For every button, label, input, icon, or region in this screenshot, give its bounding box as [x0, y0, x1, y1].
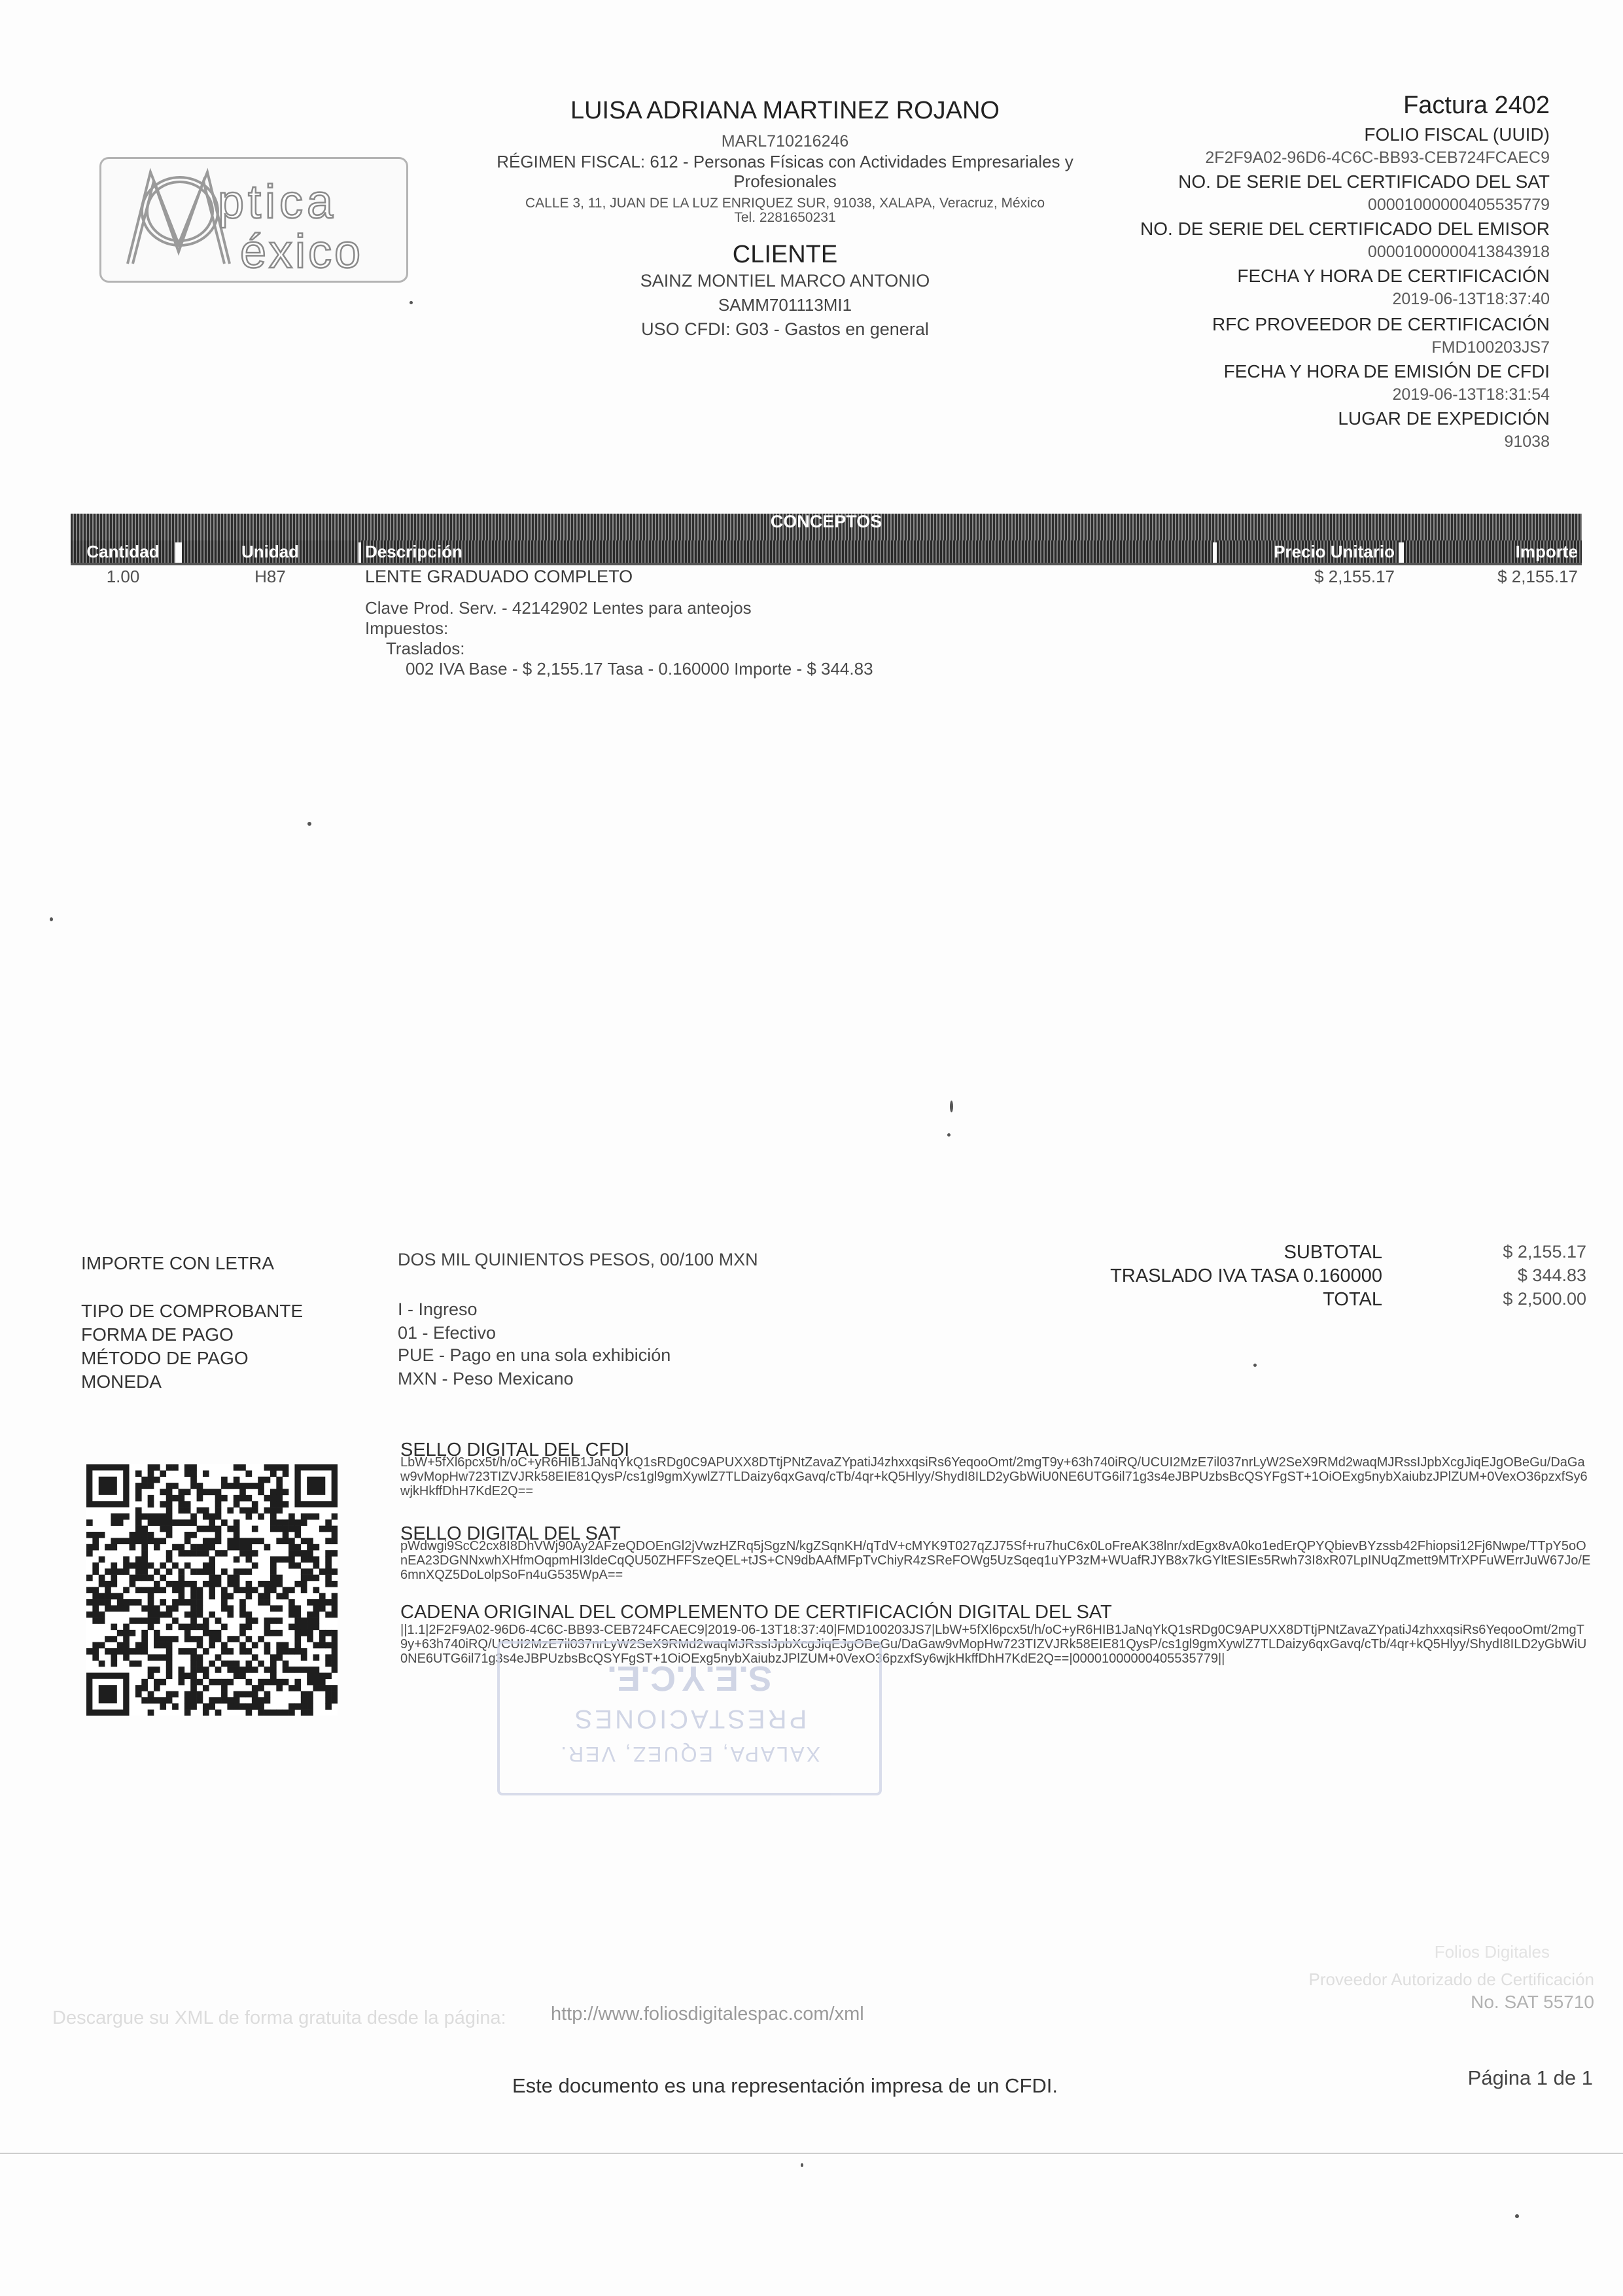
rubber-stamp — [497, 1641, 882, 1795]
cadena-original-value: ||1.1|2F2F9A02-96D6-4C6C-BB93-CEB724FCAEC9|2019-06-13T18:37:40|FMD100203JS7|LbW+5fXl6pcx5t/h/oC+yR6HIB1JaNqYkQ1sRDg0C9APUXX8DTtjPNtZavaZYpatiJ4zhxxqsiRs6YeqooOmt/2mgT9y+63h740iRQ/UCUI2MzE7il037nrLyW2SeX9RMd2waqMJRssIJpbXcgJiqEJgOBeGu/DaGaw9vMopHw723TIZVJRk58EIE81QysP/cs1gl9gmXywlZ7TLDaizy6qxGavq/cTb/4qr+kQ5Hlyy/ShydI8ILD2yGbWiU0NE6UTG6il71g3s4eJBPUzbsBcQSYFgST+1OiOExg5nybXaiubzJPlZUM+0VexO36pzxfSy6wjkHkffDhH7KdE2Q==|00001000000405535779|| — [400, 1623, 1587, 1666]
emisor-cert-label: NO. DE SERIE DEL CERTIFICADO DEL EMISOR — [1140, 219, 1550, 239]
company-logo — [99, 157, 408, 283]
emisor-cert-value: 00001000000413843918 — [1367, 243, 1550, 261]
scan-speck — [1253, 1364, 1257, 1367]
row-precio: $ 2,155.17 — [1314, 567, 1395, 586]
scan-speck — [410, 301, 413, 304]
row-clave: Clave Prod. Serv. - 42142902 Lentes para anteojos — [365, 598, 752, 618]
emission-label: FECHA Y HORA DE EMISIÓN DE CFDI — [1223, 361, 1550, 381]
qr-finder-pattern — [294, 1464, 338, 1508]
column-header-descripcion: Descripción — [361, 540, 1213, 563]
logo-mark — [101, 159, 406, 281]
column-header-cantidad: Cantidad — [71, 540, 175, 563]
pac-name: Folios Digitales — [1434, 1942, 1550, 1962]
column-header-importe: Importe — [1404, 540, 1582, 563]
scan-speck — [1515, 2214, 1519, 2218]
client-heading: CLIENTE — [732, 241, 838, 268]
forma-value: 01 - Efectivo — [398, 1323, 497, 1343]
scan-speck — [50, 917, 53, 921]
moneda-label: MONEDA — [81, 1371, 162, 1392]
logo-text-top: ptica — [218, 176, 338, 228]
column-header-unidad: Unidad — [182, 540, 358, 563]
moneda-value: MXN - Peso Mexicano — [398, 1369, 574, 1388]
metodo-value: PUE - Pago en una sola exhibición — [398, 1345, 671, 1365]
place-label: LUGAR DE EXPEDICIÓN — [1338, 408, 1550, 429]
iva-label: TRASLADO IVA TASA 0.160000 — [1110, 1265, 1382, 1286]
total-label: TOTAL — [1323, 1289, 1382, 1310]
row-iva: 002 IVA Base - $ 2,155.17 Tasa - 0.160000 Importe - $ 344.83 — [406, 659, 873, 679]
pac-sat-number: No. SAT 55710 — [1471, 1992, 1594, 2012]
download-link[interactable]: http://www.foliosdigitalespac.com/xml — [551, 2004, 864, 2024]
sello-cfdi-label: SELLO DIGITAL DEL CFDI — [400, 1439, 630, 1460]
header-divider — [71, 563, 1582, 565]
cert-date-value: 2019-06-13T18:37:40 — [1392, 290, 1550, 308]
row-importe: $ 2,155.17 — [1497, 567, 1578, 586]
logo-text-bottom: éxico — [240, 226, 364, 278]
invoice-title: Factura 2402 — [1403, 92, 1550, 119]
issuer-rfc: MARL710216246 — [721, 132, 849, 150]
sat-cert-value: 00001000000405535779 — [1367, 196, 1550, 214]
subtotal-value: $ 2,155.17 — [1503, 1242, 1586, 1262]
qr-code — [86, 1464, 338, 1716]
pac-role: Proveedor Autorizado de Certificación — [1308, 1969, 1594, 1989]
scan-speck — [801, 2163, 803, 2167]
amount-words-label: IMPORTE CON LETRA — [81, 1253, 275, 1273]
sello-sat-label: SELLO DIGITAL DEL SAT — [400, 1523, 621, 1544]
concepts-title: CONCEPTOS — [770, 512, 882, 531]
scan-speck — [950, 1101, 953, 1112]
uuid-label: FOLIO FISCAL (UUID) — [1364, 124, 1550, 145]
uuid-value: 2F2F9A02-96D6-4C6C-BB93-CEB724FCAEC9 — [1205, 149, 1550, 167]
row-cantidad: 1.00 — [106, 567, 140, 586]
subtotal-label: SUBTOTAL — [1283, 1242, 1382, 1263]
issuer-name: LUISA ADRIANA MARTINEZ ROJANO — [570, 97, 1000, 124]
cadena-original-label: CADENA ORIGINAL DEL COMPLEMENTO DE CERTIFICACIÓN DIGITAL DEL SAT — [400, 1602, 1112, 1623]
pac-rfc-label: RFC PROVEEDOR DE CERTIFICACIÓN — [1212, 314, 1550, 334]
amount-words-value: DOS MIL QUINIENTOS PESOS, 00/100 MXN — [398, 1250, 758, 1269]
pac-rfc-value: FMD100203JS7 — [1431, 338, 1550, 357]
cert-date-label: FECHA Y HORA DE CERTIFICACIÓN — [1237, 266, 1550, 286]
client-uso-cfdi: USO CFDI: G03 - Gastos en general — [641, 319, 929, 339]
page-number: Página 1 de 1 — [1467, 2066, 1593, 2089]
scan-speck — [307, 822, 311, 826]
sello-cfdi-value: LbW+5fXl6pcx5t/h/oC+yR6HIB1JaNqYkQ1sRDg0C9APUXX8DTtjPNtZavaZYpatiJ4zhxxqsiRs6YeqooOmt/2mgT9y+63h740iRQ/UCUI2MzE7il037nrLyW2SeX9RMd2waqMJRssIJpbXcgJiqEJgOBeGu/DaGaw9vMopHw723TIZVJRk58EIE81QysP/cs1gl9gmXywlZ7TLDaizy6qxGavq/cTb/4qr+kQ5Hlyy/ShydI8ILD2yGbWiU0NE6UTG6il71g3s4eJBPUzbsBcQSYFgST+1OiOExg5nybXaiubzJPlZUM+0VexO36pzxfSy6wjkHkffDhH7KdE2Q== — [400, 1455, 1588, 1498]
issuer-phone: Tel. 2281650231 — [734, 210, 836, 225]
page-bottom-rule — [0, 2153, 1623, 2154]
client-name: SAINZ MONTIEL MARCO ANTONIO — [640, 271, 930, 291]
emission-value: 2019-06-13T18:31:54 — [1392, 385, 1550, 404]
scan-speck — [947, 1133, 951, 1137]
stamp-line-2: PRESTACIONES — [572, 1704, 807, 1733]
row-traslados: Traslados: — [386, 639, 465, 658]
row-unidad: H87 — [254, 567, 286, 586]
place-value: 91038 — [1504, 433, 1550, 451]
sat-cert-label: NO. DE SERIE DEL CERTIFICADO DEL SAT — [1178, 171, 1550, 192]
qr-finder-pattern — [86, 1464, 130, 1508]
tipo-label: TIPO DE COMPROBANTE — [81, 1301, 304, 1321]
qr-finder-pattern — [86, 1672, 130, 1716]
tipo-value: I - Ingreso — [398, 1299, 478, 1319]
client-rfc: SAMM701113MI1 — [718, 295, 852, 315]
sello-sat-value: pWdwgi9ScC2cx8I8DhVWj90Ay2AFzeQDOEnGl2jVwzHZRq5jSgzN/kgZSqnKH/qTdV+cMYK9T027qZJ75Sf+ru7huC6x0LoFreAK38lnr/xdEgx8vA0ko1edErQPYQbievBYzssb42Fhiopsi12Fj6Nwpe/TTpY5oOnEA23DGNNxwhXHfmOqpmHI3ldeCqQU50ZHFFSzeQEL+tJS+CN9dbAAfMFpTvChiyR4zSReFOWg5UzSqeq1uYP3zM+WUafRJYB8x7kGYltESIEs5Rwh73I8xR07LpINUqZmett9MTrXPFuWErrJuW67Jo/E6mnXQZ5DoLolpSoFn4uG535WpA== — [400, 1539, 1591, 1582]
stamp-line-3: XALAPA, EQUEZ, VER. — [559, 1742, 820, 1766]
qr-code-graphic — [86, 1464, 338, 1716]
row-details — [365, 598, 873, 679]
metodo-label: MÉTODO DE PAGO — [81, 1348, 249, 1368]
cfdi-note: Este documento es una representación impresa de un CFDI. — [512, 2074, 1058, 2097]
iva-value: $ 344.83 — [1517, 1265, 1586, 1285]
issuer-street: CALLE 3, 11, JUAN DE LA LUZ ENRIQUEZ SUR, 91038, XALAPA, Veracruz, México — [525, 196, 1045, 211]
row-impuestos: Impuestos: — [365, 618, 449, 638]
issuer-regime: RÉGIMEN FISCAL: 612 - Personas Físicas con Actividades Empresariales y Profesionales — [497, 152, 1073, 191]
row-descripcion: LENTE GRADUADO COMPLETO — [365, 567, 633, 586]
stamp-line-1: S.E.Y.C.E. — [606, 1659, 773, 1698]
forma-label: FORMA DE PAGO — [81, 1324, 234, 1345]
total-value: $ 2,500.00 — [1503, 1289, 1586, 1309]
column-header-precio: Precio Unitario — [1217, 540, 1399, 563]
download-note: Descargue su XML de forma gratuita desde la página: — [52, 2007, 506, 2028]
